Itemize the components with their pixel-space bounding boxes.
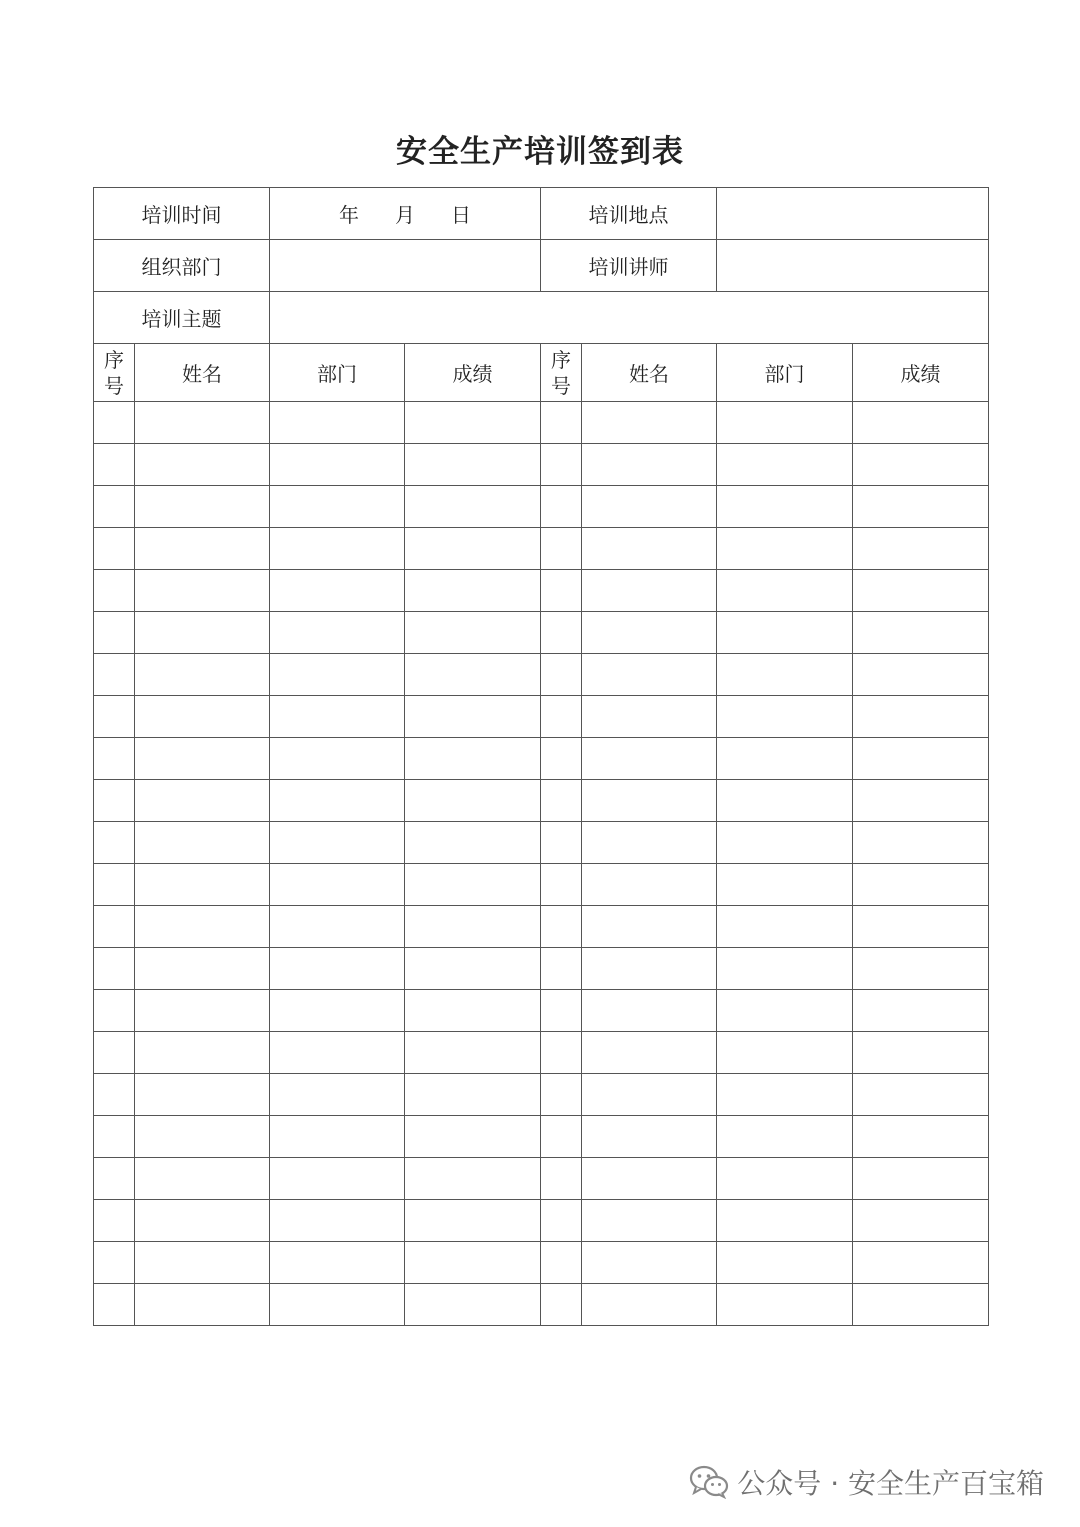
name-cell[interactable] (582, 1116, 717, 1158)
name-cell[interactable] (135, 1074, 270, 1116)
training-time-field[interactable] (270, 188, 541, 240)
dept-cell[interactable] (717, 1032, 853, 1074)
dept-cell[interactable] (717, 780, 853, 822)
score-cell[interactable] (405, 822, 541, 864)
dept-header-left: 部门 (270, 344, 405, 402)
dept-header-right: 部门 (717, 344, 853, 402)
score-header-right: 成绩 (853, 344, 989, 402)
dept-cell[interactable] (717, 402, 853, 444)
name-cell[interactable] (582, 486, 717, 528)
dept-cell[interactable] (270, 822, 405, 864)
score-cell[interactable] (853, 1158, 989, 1200)
name-cell[interactable] (135, 612, 270, 654)
score-cell[interactable] (853, 402, 989, 444)
score-cell[interactable] (405, 528, 541, 570)
score-cell[interactable] (405, 696, 541, 738)
dept-cell[interactable] (270, 1200, 405, 1242)
table-row (94, 654, 989, 696)
score-cell[interactable] (853, 1032, 989, 1074)
dept-cell[interactable] (717, 906, 853, 948)
table-row (94, 1032, 989, 1074)
name-cell[interactable] (135, 1158, 270, 1200)
dept-cell[interactable] (717, 1074, 853, 1116)
name-cell[interactable] (582, 696, 717, 738)
dept-cell[interactable] (717, 1158, 853, 1200)
seq-cell[interactable] (541, 570, 582, 612)
seq-cell[interactable] (541, 822, 582, 864)
name-header-right: 姓名 (582, 344, 717, 402)
training-topic-field[interactable] (270, 292, 989, 344)
seq-cell[interactable] (94, 570, 135, 612)
score-cell[interactable] (853, 822, 989, 864)
score-cell[interactable] (405, 1116, 541, 1158)
seq-cell[interactable] (541, 444, 582, 486)
seq-header-right: 序 号 (541, 344, 582, 402)
seq-cell[interactable] (541, 864, 582, 906)
dept-cell[interactable] (270, 990, 405, 1032)
dept-cell[interactable] (717, 1242, 853, 1284)
seq-cell[interactable] (94, 1284, 135, 1326)
score-cell[interactable] (853, 444, 989, 486)
score-cell[interactable] (405, 1200, 541, 1242)
score-cell[interactable] (405, 1242, 541, 1284)
seq-cell[interactable] (94, 780, 135, 822)
seq-cell[interactable] (94, 990, 135, 1032)
dept-cell[interactable] (717, 1116, 853, 1158)
score-cell[interactable] (853, 990, 989, 1032)
score-cell[interactable] (405, 906, 541, 948)
seq-cell[interactable] (541, 486, 582, 528)
dept-cell[interactable] (717, 444, 853, 486)
month-label: 月 (395, 203, 415, 227)
table-row (94, 948, 989, 990)
table-row (94, 780, 989, 822)
name-cell[interactable] (582, 1200, 717, 1242)
table-row (94, 570, 989, 612)
name-cell[interactable] (582, 570, 717, 612)
name-cell[interactable] (582, 864, 717, 906)
year-label: 年 (339, 203, 359, 227)
score-cell[interactable] (405, 738, 541, 780)
name-cell[interactable] (135, 528, 270, 570)
name-cell[interactable] (135, 990, 270, 1032)
name-cell[interactable] (135, 780, 270, 822)
seq-cell[interactable] (94, 1116, 135, 1158)
name-cell[interactable] (135, 1032, 270, 1074)
dept-cell[interactable] (717, 822, 853, 864)
name-cell[interactable] (582, 906, 717, 948)
score-cell[interactable] (405, 654, 541, 696)
seq-cell[interactable] (94, 822, 135, 864)
score-cell[interactable] (405, 1074, 541, 1116)
score-cell[interactable] (853, 654, 989, 696)
lecturer-label: 培训讲师 (541, 240, 717, 292)
table-row (94, 864, 989, 906)
seq-cell[interactable] (541, 1032, 582, 1074)
table-row (94, 528, 989, 570)
column-header-row (94, 344, 989, 402)
table-row (94, 402, 989, 444)
dept-cell[interactable] (270, 1032, 405, 1074)
training-place-field[interactable] (717, 188, 989, 240)
seq-cell[interactable] (541, 738, 582, 780)
dept-cell[interactable] (717, 528, 853, 570)
seq-cell[interactable] (94, 864, 135, 906)
dept-cell[interactable] (717, 990, 853, 1032)
name-cell[interactable] (135, 1200, 270, 1242)
name-cell[interactable] (582, 1074, 717, 1116)
page-title: 安全生产培训签到表 (396, 134, 684, 170)
name-cell[interactable] (135, 444, 270, 486)
seq-cell[interactable] (541, 1242, 582, 1284)
score-cell[interactable] (853, 1284, 989, 1326)
dept-cell[interactable] (270, 738, 405, 780)
table-row (94, 990, 989, 1032)
score-cell[interactable] (853, 864, 989, 906)
name-cell[interactable] (582, 738, 717, 780)
dept-cell[interactable] (717, 948, 853, 990)
score-cell[interactable] (853, 612, 989, 654)
score-cell[interactable] (853, 696, 989, 738)
seq-cell[interactable] (94, 1242, 135, 1284)
seq-cell[interactable] (541, 696, 582, 738)
name-cell[interactable] (582, 1284, 717, 1326)
dept-cell[interactable] (717, 738, 853, 780)
seq-cell[interactable] (94, 738, 135, 780)
table-row (94, 1200, 989, 1242)
name-cell[interactable] (582, 612, 717, 654)
name-cell[interactable] (135, 738, 270, 780)
wechat-icon (689, 1465, 729, 1499)
table-row (94, 444, 989, 486)
dept-cell[interactable] (270, 1158, 405, 1200)
seq-cell[interactable] (541, 1158, 582, 1200)
table-row (94, 822, 989, 864)
seq-cell[interactable] (541, 1116, 582, 1158)
name-cell[interactable] (135, 948, 270, 990)
score-cell[interactable] (853, 738, 989, 780)
score-cell[interactable] (853, 1200, 989, 1242)
dept-cell[interactable] (717, 1200, 853, 1242)
dept-cell[interactable] (270, 780, 405, 822)
dept-cell[interactable] (270, 612, 405, 654)
name-cell[interactable] (135, 570, 270, 612)
seq-cell[interactable] (541, 612, 582, 654)
score-header-left: 成绩 (405, 344, 541, 402)
name-cell[interactable] (582, 528, 717, 570)
dept-cell[interactable] (270, 1116, 405, 1158)
score-cell[interactable] (405, 1032, 541, 1074)
score-cell[interactable] (405, 864, 541, 906)
score-cell[interactable] (405, 570, 541, 612)
dept-cell[interactable] (270, 864, 405, 906)
score-cell[interactable] (405, 1284, 541, 1326)
name-cell[interactable] (135, 402, 270, 444)
score-cell[interactable] (853, 528, 989, 570)
score-cell[interactable] (853, 1242, 989, 1284)
score-cell[interactable] (853, 1116, 989, 1158)
name-cell[interactable] (135, 1116, 270, 1158)
training-time-label: 培训时间 (94, 188, 270, 240)
name-cell[interactable] (582, 822, 717, 864)
info-row-dept (94, 240, 989, 292)
info-row-time (94, 188, 989, 240)
score-cell[interactable] (405, 444, 541, 486)
seq-cell[interactable] (94, 948, 135, 990)
seq-cell[interactable] (541, 948, 582, 990)
score-cell[interactable] (853, 1074, 989, 1116)
name-cell[interactable] (582, 1032, 717, 1074)
name-cell[interactable] (582, 1242, 717, 1284)
seq-cell[interactable] (541, 990, 582, 1032)
seq-cell[interactable] (541, 780, 582, 822)
seq-cell[interactable] (94, 486, 135, 528)
dept-cell[interactable] (270, 528, 405, 570)
seq-cell[interactable] (94, 906, 135, 948)
seq-cell[interactable] (541, 1074, 582, 1116)
dept-cell[interactable] (270, 486, 405, 528)
score-cell[interactable] (405, 780, 541, 822)
table-row (94, 738, 989, 780)
dept-cell[interactable] (270, 402, 405, 444)
score-cell[interactable] (853, 486, 989, 528)
score-cell[interactable] (405, 486, 541, 528)
score-cell[interactable] (853, 780, 989, 822)
organizing-dept-field[interactable] (270, 240, 541, 292)
score-cell[interactable] (405, 402, 541, 444)
sign-in-table (93, 187, 989, 1326)
lecturer-field[interactable] (717, 240, 989, 292)
seq-cell[interactable] (94, 444, 135, 486)
seq-cell[interactable] (541, 402, 582, 444)
seq-cell[interactable] (94, 1200, 135, 1242)
dept-cell[interactable] (717, 1284, 853, 1326)
table-row (94, 486, 989, 528)
seq-cell[interactable] (541, 1284, 582, 1326)
name-cell[interactable] (135, 654, 270, 696)
name-cell[interactable] (582, 990, 717, 1032)
table-row (94, 1242, 989, 1284)
dept-cell[interactable] (717, 864, 853, 906)
dept-cell[interactable] (270, 1074, 405, 1116)
score-cell[interactable] (405, 990, 541, 1032)
seq-cell[interactable] (94, 696, 135, 738)
score-cell[interactable] (853, 906, 989, 948)
seq-cell[interactable] (94, 612, 135, 654)
table-row (94, 1116, 989, 1158)
dept-cell[interactable] (717, 486, 853, 528)
name-cell[interactable] (135, 486, 270, 528)
info-row-topic (94, 292, 989, 344)
dept-cell[interactable] (717, 570, 853, 612)
table-row (94, 612, 989, 654)
footer-text: 公众号 · 安全生产百宝箱 (737, 1467, 1044, 1500)
day-label: 日 (451, 203, 471, 227)
dept-cell[interactable] (270, 654, 405, 696)
seq-header-left: 序 号 (94, 344, 135, 402)
name-header-left: 姓名 (135, 344, 270, 402)
seq-cell[interactable] (94, 1074, 135, 1116)
score-cell[interactable] (405, 948, 541, 990)
dept-cell[interactable] (717, 612, 853, 654)
name-cell[interactable] (135, 696, 270, 738)
table-row (94, 696, 989, 738)
seq-cell[interactable] (541, 1200, 582, 1242)
dept-cell[interactable] (717, 654, 853, 696)
name-cell[interactable] (135, 822, 270, 864)
table-row (94, 1284, 989, 1326)
dept-cell[interactable] (270, 444, 405, 486)
table-row (94, 1158, 989, 1200)
name-cell[interactable] (582, 402, 717, 444)
table-row (94, 1074, 989, 1116)
name-cell[interactable] (582, 948, 717, 990)
training-topic-label: 培训主题 (94, 292, 270, 344)
dept-cell[interactable] (717, 696, 853, 738)
organizing-dept-label: 组织部门 (94, 240, 270, 292)
dept-cell[interactable] (270, 1284, 405, 1326)
seq-cell[interactable] (94, 1032, 135, 1074)
dept-cell[interactable] (270, 906, 405, 948)
footer-watermark (689, 1462, 1044, 1502)
seq-cell[interactable] (541, 906, 582, 948)
score-cell[interactable] (853, 570, 989, 612)
name-cell[interactable] (582, 1158, 717, 1200)
dept-cell[interactable] (270, 1242, 405, 1284)
name-cell[interactable] (135, 1242, 270, 1284)
name-cell[interactable] (582, 654, 717, 696)
seq-cell[interactable] (94, 1158, 135, 1200)
training-place-label: 培训地点 (541, 188, 717, 240)
table-row (94, 906, 989, 948)
dept-cell[interactable] (270, 570, 405, 612)
name-cell[interactable] (135, 906, 270, 948)
score-cell[interactable] (405, 1158, 541, 1200)
dept-cell[interactable] (270, 696, 405, 738)
seq-cell[interactable] (541, 654, 582, 696)
seq-cell[interactable] (94, 402, 135, 444)
dept-cell[interactable] (270, 948, 405, 990)
score-cell[interactable] (405, 612, 541, 654)
seq-cell[interactable] (94, 528, 135, 570)
name-cell[interactable] (582, 444, 717, 486)
name-cell[interactable] (582, 780, 717, 822)
seq-cell[interactable] (94, 654, 135, 696)
name-cell[interactable] (135, 864, 270, 906)
name-cell[interactable] (135, 1284, 270, 1326)
seq-cell[interactable] (541, 528, 582, 570)
score-cell[interactable] (853, 948, 989, 990)
